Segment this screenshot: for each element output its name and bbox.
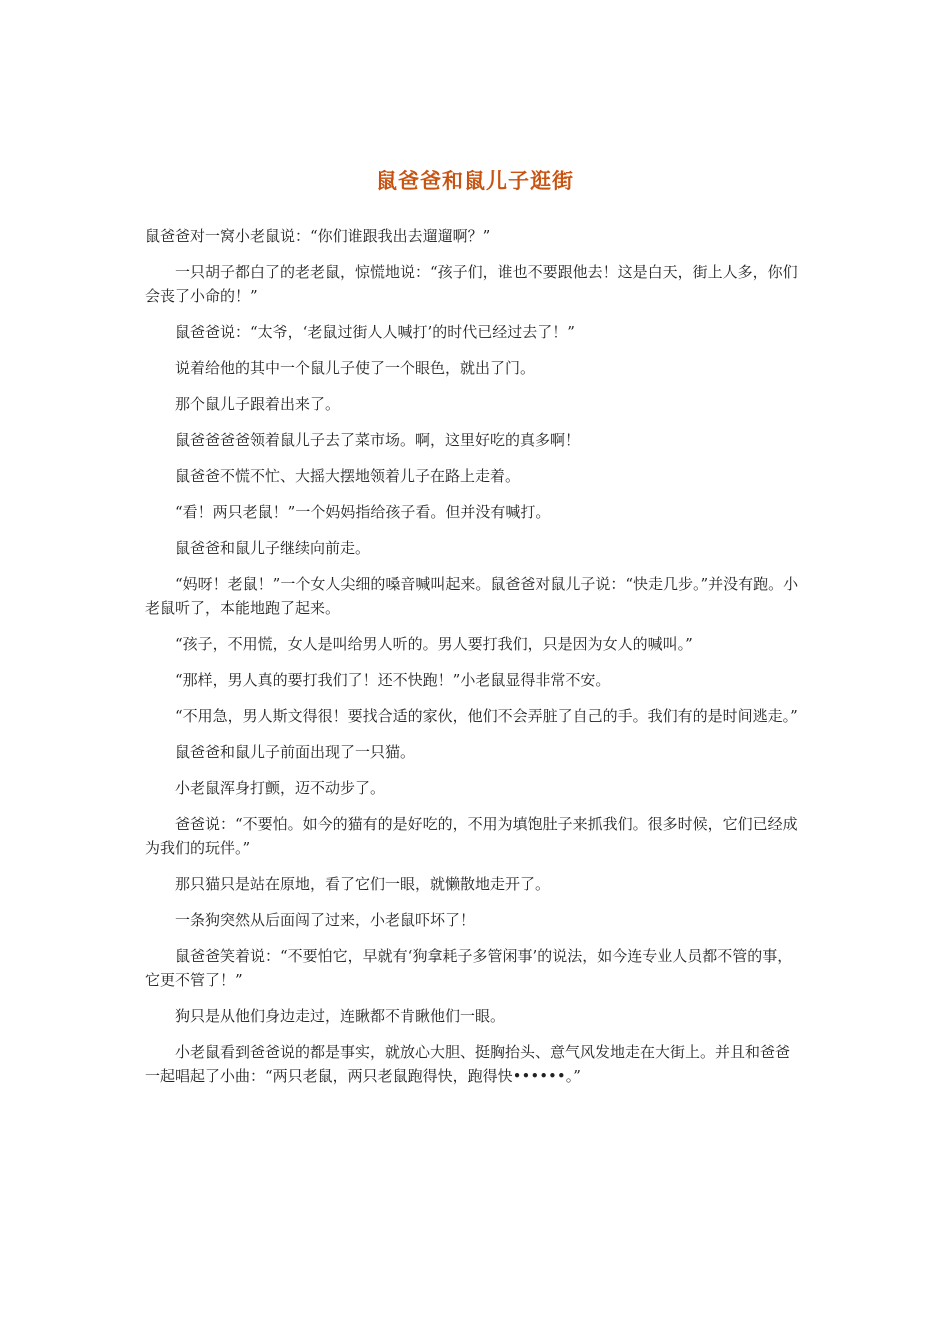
- paragraph: 鼠爸爸笑着说：“不要怕它，早就有‘狗拿耗子多管闲事’的说法，如今连专业人员都不管的事，它更不管了！”: [145, 947, 793, 989]
- document-body: [145, 224, 801, 1100]
- paragraph: 鼠爸爸爸爸领着鼠儿子去了菜市场。啊，这里好吃的真多啊！: [175, 431, 581, 449]
- paragraph: “妈呀！老鼠！”一个女人尖细的嗓音喊叫起来。鼠爸爸对鼠儿子说：“快走几步。”并没有跑。小老鼠听了，本能地跑了起来。: [145, 575, 799, 617]
- paragraph: “看！两只老鼠！”一个妈妈指给孩子看。但并没有喊打。: [175, 503, 551, 521]
- paragraph: 一条狗突然从后面闯了过来，小老鼠吓坏了！: [175, 911, 476, 929]
- paragraph: 小老鼠浑身打颤，迈不动步了。: [175, 779, 386, 797]
- paragraph: 一只胡子都白了的老老鼠，惊慌地说：“孩子们，谁也不要跟他去！这是白天，街上人多，你们会丧了小命的！”: [145, 263, 798, 305]
- paragraph: 鼠爸爸说：“太爷，‘老鼠过街人人喊打’的时代已经过去了！”: [175, 323, 575, 341]
- paragraph: 鼠爸爸和鼠儿子前面出现了一只猫。: [175, 743, 416, 761]
- paragraph: 那个鼠儿子跟着出来了。: [175, 395, 341, 413]
- paragraph: 鼠爸爸对一窝小老鼠说：“你们谁跟我出去遛遛啊？”: [145, 227, 491, 245]
- paragraph: 小老鼠看到爸爸说的都是事实，就放心大胆、挺胸抬头、意气风发地走在大街上。并且和爸爸一起唱起了小曲：“两只老鼠，两只老鼠跑得快，跑得快••••••。”: [145, 1043, 791, 1085]
- paragraph: 那只猫只是站在原地，看了它们一眼，就懒散地走开了。: [175, 875, 551, 893]
- paragraph: 鼠爸爸和鼠儿子继续向前走。: [175, 539, 371, 557]
- paragraph: “不用急，男人斯文得很！要找合适的家伙，他们不会弄脏了自己的手。我们有的是时间逃走。”: [175, 707, 798, 725]
- document-title: 鼠爸爸和鼠儿子逛街: [376, 169, 574, 193]
- paragraph: 爸爸说：“不要怕。如今的猫有的是好吃的，不用为填饱肚子来抓我们。很多时候，它们已经成为我们的玩伴。”: [145, 815, 798, 857]
- paragraph: 鼠爸爸不慌不忙、大摇大摆地领着儿子在路上走着。: [175, 467, 521, 485]
- paragraph: 说着给他的其中一个鼠儿子使了一个眼色，就出了门。: [175, 359, 536, 377]
- paragraph: “那样，男人真的要打我们了！还不快跑！”小老鼠显得非常不安。: [175, 671, 611, 689]
- paragraph: “孩子，不用慌，女人是叫给男人听的。男人要打我们，只是因为女人的喊叫。”: [175, 635, 693, 653]
- paragraph: 狗只是从他们身边走过，连瞅都不肯瞅他们一眼。: [175, 1007, 506, 1025]
